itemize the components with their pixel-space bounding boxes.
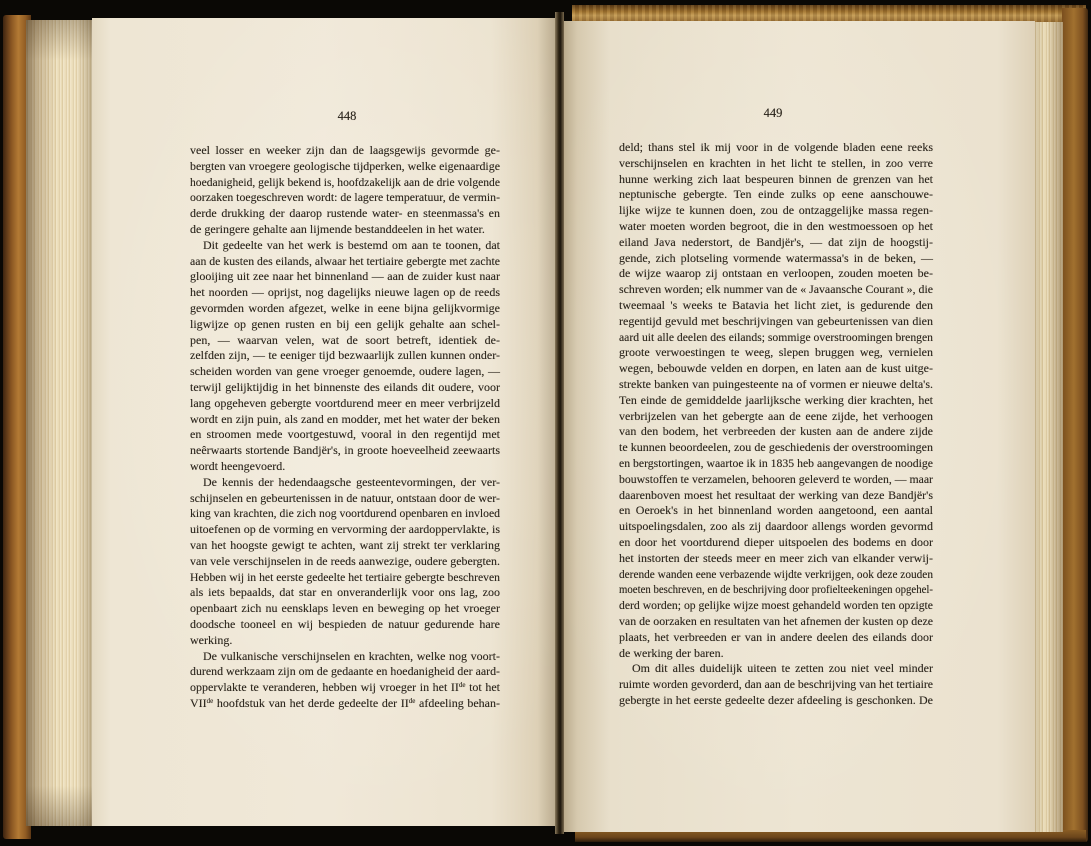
line-text: durend werkzaam zijn om de gedaante en hoedanigheid der aard- <box>190 664 501 679</box>
text-line <box>619 361 933 377</box>
line-text: van den bodem, het verbreeden der kusten aan de andere zijde <box>619 424 933 439</box>
paragraph <box>619 661 933 708</box>
text-line <box>619 203 933 219</box>
text-line <box>619 314 933 330</box>
text-line <box>619 140 933 156</box>
line-text: neêrwaarts stortende Bandjër's, in groote hoeveelheid zeewaarts <box>190 443 501 458</box>
line-text: hoedanigheid, gelijk bekend is, hoofdzakelijk aan de drie volgende <box>190 174 500 189</box>
paragraph <box>190 238 500 475</box>
text-line <box>190 364 500 380</box>
text-line <box>190 522 500 538</box>
line-text: daarenboven moest het resultaat der werking van deze Bandjër's <box>619 487 933 502</box>
text-line <box>190 649 500 665</box>
text-line <box>619 330 933 346</box>
text-line <box>619 235 933 251</box>
text-line <box>190 554 500 570</box>
text-line <box>619 535 933 551</box>
text-line <box>619 424 933 440</box>
line-text: pen, — waarvan velen, wat de soort betreft, identiek de- <box>190 332 500 347</box>
line-text: derde drukking der daarop rustende water- en steenmassa's en <box>190 206 500 221</box>
text-line <box>619 377 933 393</box>
text-line <box>190 143 500 159</box>
text-line <box>190 206 500 222</box>
line-text: strekte banken van puingesteente na of vormen er nieuwe delta's. <box>619 376 933 391</box>
line-text: wegen, bebouwde velden en dorpen, en laten aan de kust uitge- <box>619 361 934 376</box>
text-line <box>619 393 933 409</box>
text-line <box>190 285 500 301</box>
line-text: de werking der baren. <box>619 645 724 660</box>
line-text: derd worden; op gelijke wijze moest gehandeld worden ten opzigte <box>619 598 933 613</box>
paragraph <box>619 140 933 661</box>
line-text: zelfden zijn, — te eeniger tijd bezwaarlijk zullen kunnen onder- <box>190 348 500 363</box>
line-text: oorzaken toegeschreven wordt: de lagere temperatuur, de vermin- <box>190 190 501 205</box>
line-text: moeten beschreven, en de beschrijving door profielteekeningen opgehel- <box>619 582 934 597</box>
line-text: de wijze waarop zij ontstaan en verloopen, zouden moeten be- <box>619 266 933 281</box>
line-text: van de oorzaken en resultaten van het afnemen der kusten op deze <box>619 613 934 628</box>
text-line <box>190 696 500 712</box>
text-line <box>190 664 500 680</box>
line-text: de geringere gehalte aan lijmende bestanddeelen in het water. <box>190 221 485 236</box>
text-line <box>619 677 933 693</box>
text-line <box>190 585 500 601</box>
text-block <box>190 143 500 712</box>
text-line <box>190 570 500 586</box>
line-text: lijke wijze te kunnen doen, zou de ontzaggelijke massa regen- <box>619 203 934 218</box>
line-text: veel losser en weeker zijn dan de laagsgewijs gevormde ge- <box>190 143 500 157</box>
text-line <box>190 491 500 507</box>
line-text: aan de kusten des eilands, alwaar het tertiaire gebergte met zachte <box>190 253 500 268</box>
text-segment: tot het <box>465 680 500 695</box>
line-text: openbaart zich nu eensklaps leven en beweging op het vroeger <box>190 601 500 616</box>
text-segment: hoofdstuk van het derde gedeelte der II <box>213 695 409 710</box>
line-text: glooijing uit zee naar het binnenland — aan de zuider kust naar <box>190 269 500 284</box>
line-text: en stroomen mede voortgestuwd, vooral in den regentijd met <box>190 427 500 442</box>
line-text: tweemaal 's weeks te Batavia het licht ziet, is gedurende den <box>619 297 933 312</box>
text-line <box>190 427 500 443</box>
text-line <box>619 582 933 598</box>
text-line <box>619 345 933 361</box>
line-text: gebergte in het eerste gedeelte dezer afdeeling is geschonken. De <box>619 692 933 707</box>
line-text: bouwstoffen te verzamelen, behooren geleverd te worden, — maar <box>619 471 933 486</box>
page-number: 449 <box>763 106 783 120</box>
text-line <box>619 187 933 203</box>
line-text: doodsche tooneel en wij bespieden de natuur gedurende hare <box>190 616 501 631</box>
text-line <box>619 488 933 504</box>
line-text: aard uit alle deelen des eilands; sommige overstroomingen brengen <box>619 329 933 344</box>
paragraph <box>190 475 500 649</box>
line-text: ruimte worden gevorderd, dan aan de beschrijving van het tertiaire <box>619 677 933 692</box>
text-line <box>619 551 933 567</box>
line-text: schreven worden; elk nummer van de « Javaansche Courant », die <box>619 282 934 297</box>
text-line <box>190 254 500 270</box>
book-gutter <box>555 12 564 834</box>
text-line <box>190 301 500 317</box>
text-line <box>619 219 933 235</box>
line-text: werking. <box>190 632 233 647</box>
book-cover-right <box>1062 8 1088 842</box>
text-line <box>619 456 933 472</box>
text-line <box>190 238 500 254</box>
superscript: de <box>206 696 214 705</box>
text-line <box>190 317 500 333</box>
line-text: en bergstortingen, waartoe ik in 1835 heb aangevangen de noodige <box>619 455 933 470</box>
superscript: de <box>458 681 466 690</box>
text-line <box>619 282 933 298</box>
text-line <box>190 601 500 617</box>
line-text: wordt heengevoerd. <box>190 458 286 473</box>
text-line <box>619 440 933 456</box>
line-text: het instorten der steeds meer en meer zich van elkander verwij- <box>619 550 933 565</box>
text-line <box>190 680 500 696</box>
text-segment: oppervlakte te veranderen, hebben wij vroeger in het II <box>190 680 459 695</box>
page-edges-right <box>1034 22 1063 832</box>
line-text: groote verwoestingen te weeg, slepen bruggen weg, vernielen <box>619 345 933 360</box>
text-line <box>190 333 500 349</box>
line-text: derende wanden eene verbazende wijdte verkrijgen, ook deze zouden <box>619 566 934 581</box>
line-text: van vele verschijnselen in de reeds aanwezige, oudere gebergten. <box>190 553 501 568</box>
text-line <box>190 396 500 412</box>
line-text: king van krachten, die zich nog voortdurend openbaren en invloed <box>190 506 500 521</box>
line-text: als iets bepaalds, dat star en onveranderlijk voor ons lag, zoo <box>190 585 500 600</box>
line-text: verbrijzelen van het gebergte aan de eene zijde, het verhoogen <box>619 408 933 423</box>
line-text: neptunische gebergte. Ten einde zulks op eene aanschouwe- <box>619 187 933 202</box>
line-text: De vulkanische verschijnselen en krachten, welke nog voort- <box>203 648 500 663</box>
text-line <box>619 646 933 662</box>
line-text: Dit gedeelte van het werk is bestemd om aan te toonen, dat <box>203 237 500 252</box>
text-line <box>190 175 500 191</box>
page-number: 448 <box>337 109 357 123</box>
text-line <box>190 190 500 206</box>
line-text: Hebben wij in het eerste gedeelte het tertiaire gebergte beschreven <box>190 569 501 584</box>
line-text: regentijd gevuld met beschrijvingen van gebeurtenissen van dien <box>619 313 933 328</box>
text-line <box>619 409 933 425</box>
line-text: het noorden — oprijst, nog dagelijks nieuwe lagen op de reeds <box>190 285 500 300</box>
line-text: Om dit alles duidelijk uiteen te zetten zou niet veel minder <box>632 661 933 676</box>
text-block <box>619 140 933 709</box>
line-text: ligwijze op genen rusten en bij een gelijk gehalte aan schel- <box>190 316 500 331</box>
line-text: en Oeroek's in het binnenland worden aangetoond, een aantal <box>619 503 933 518</box>
line-text: uitoefenen op de vorming en vervorming der aardoppervlakte, is <box>190 522 501 537</box>
line-text: wordt en zijn puin, als zand en modder, met het water der beken <box>190 411 500 426</box>
line-text: terwijl gelijktijdig in het binnenste des eilands dit oudere, voor <box>190 379 500 394</box>
paragraph <box>190 649 500 712</box>
line-text <box>190 680 500 696</box>
text-line <box>619 661 933 677</box>
text-line <box>190 633 500 649</box>
text-line <box>190 538 500 554</box>
line-text: hunne werking zich laat bespeuren binnen de grenzen van het <box>619 171 933 186</box>
text-line <box>619 251 933 267</box>
line-text: plaats, het verbreeden er van in andere deelen des eilands door <box>619 629 933 644</box>
text-line <box>619 598 933 614</box>
line-text: uitspoelingsdalen, zoo als zij daardoor allengs worden gevormd <box>619 519 933 534</box>
line-text: te kunnen beoordeelen, zou de geschiedenis der overstroomingen <box>619 440 933 455</box>
text-line <box>619 156 933 172</box>
line-text: deld; thans stel ik mij voor in de volgende bladen eene reeks <box>619 140 933 154</box>
line-text: Ten einde de gemiddelde jaarlijksche werking dier krachten, het <box>619 392 933 407</box>
text-line <box>190 412 500 428</box>
left-page <box>92 18 556 826</box>
line-text: en door het voortdurend dieper uitspoelen des bodems en door <box>619 534 933 549</box>
text-line <box>190 269 500 285</box>
line-text: lang opgeheven gebergte voortdurend meer en meer verbrijzeld <box>190 395 500 410</box>
text-line <box>619 614 933 630</box>
line-text: De kennis der hedendaagsche gesteentevormingen, der ver- <box>203 474 500 489</box>
page-edges-left <box>26 20 93 826</box>
text-line <box>190 617 500 633</box>
text-line <box>190 443 500 459</box>
text-line <box>190 459 500 475</box>
superscript: de <box>408 696 416 705</box>
text-line <box>190 506 500 522</box>
text-line <box>619 298 933 314</box>
text-line <box>619 693 933 709</box>
right-page <box>563 21 1035 832</box>
text-line <box>619 519 933 535</box>
text-line <box>619 630 933 646</box>
text-line <box>619 503 933 519</box>
text-line <box>619 172 933 188</box>
text-segment: VII <box>190 695 207 710</box>
text-line <box>619 567 933 583</box>
paragraph <box>190 143 500 238</box>
line-text: scheiden worden van gene vroeger genoemde, oudere lagen, — <box>190 364 500 379</box>
line-text: schijnselen en gebeurtenissen in de natuur, ontstaan door de wer- <box>190 490 500 505</box>
line-text: gevormden worden afgezet, welke in eene bijna gelijkvormige <box>190 300 500 315</box>
text-line <box>190 380 500 396</box>
text-line <box>190 159 500 175</box>
text-line <box>190 348 500 364</box>
line-text: eiland Java nederstort, de Bandjër's, — dat zijn de hoogstij- <box>619 234 933 249</box>
line-text: bergten van vroegere geologische tijdperken, welke eigenaardige <box>190 158 500 173</box>
text-line <box>190 475 500 491</box>
line-text: gende, zich plotseling vormende watermassa's in de beken, — <box>619 250 933 265</box>
text-line <box>190 222 500 238</box>
text-line <box>619 266 933 282</box>
text-line <box>619 472 933 488</box>
line-text: water moeten worden begroot, die in den westmoessoen op het <box>619 218 933 233</box>
line-text: van het hoogste gewigt te achten, want zij strekt ter verklaring <box>190 537 500 552</box>
text-segment: afdeeling behan- <box>415 695 501 710</box>
line-text <box>190 696 500 712</box>
line-text: verschijnselen en krachten in het licht te stellen, in zoo verre <box>619 155 933 170</box>
